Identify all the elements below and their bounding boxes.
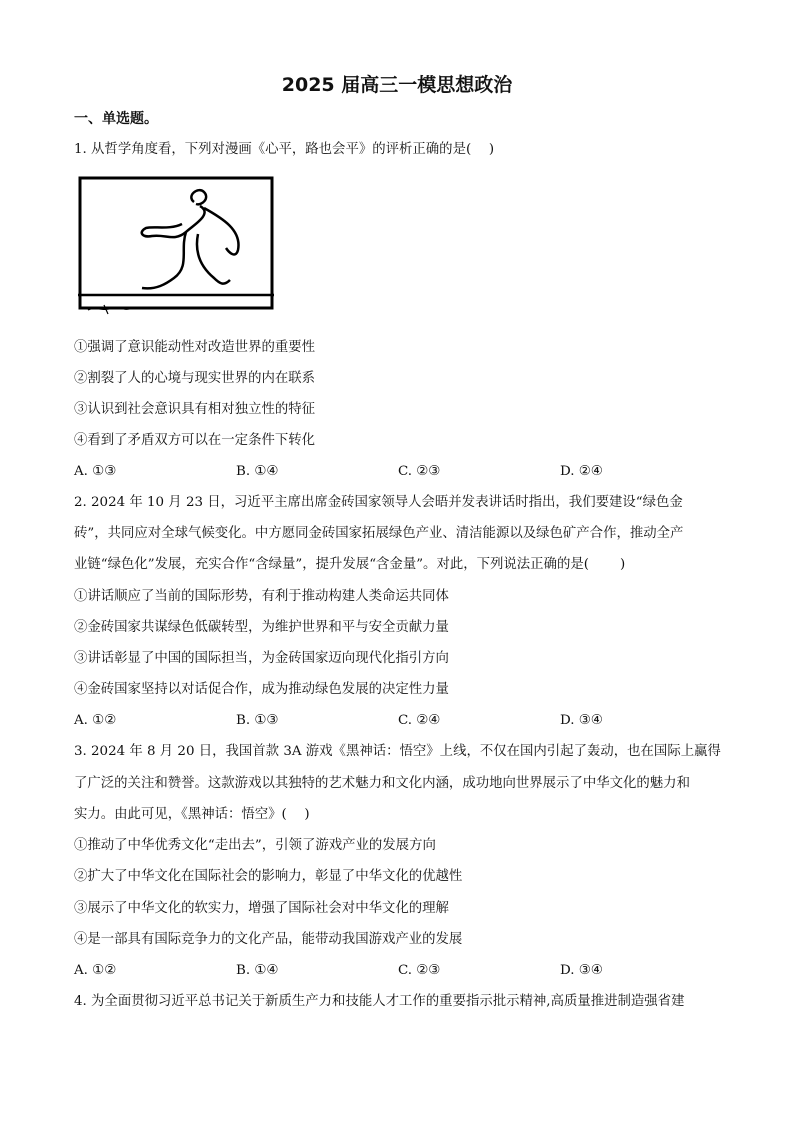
option-b[interactable]: B. ①④ [236, 464, 279, 479]
option-d[interactable]: D. ③④ [560, 963, 603, 978]
q3-item-3: ③展示了中华文化的软实力，增强了国际社会对中华文化的理解 [74, 901, 449, 916]
option-c[interactable]: C. ②③ [398, 464, 441, 479]
option-a[interactable]: A. ①② [74, 713, 117, 728]
q2-stem-line-3: 业链“绿色化”发展，充实合作“含绿量”，提升发展“含金量”。对此，下列说法正确的是( ) [74, 557, 626, 572]
option-c[interactable]: C. ②③ [398, 963, 441, 978]
q4-stem: 4. 为全面贯彻习近平总书记关于新质生产力和技能人才工作的重要指示批示精神,高质量推进制造强省建 [74, 994, 685, 1009]
option-b[interactable]: B. ①③ [236, 713, 279, 728]
q1-stem: 1. 从哲学角度看，下列对漫画《心平，路也会平》的评析正确的是( ) [74, 142, 495, 157]
option-d[interactable]: D. ②④ [560, 464, 603, 479]
q2-stem-line-1: 2. 2024 年 10 月 23 日，习近平主席出席金砖国家领导人会晤并发表讲话时指出，我们要建设“绿色金 [74, 495, 683, 510]
cartoon-image [74, 174, 279, 320]
q3-stem-line-3: 实力。由此可见，《黑神话：悟空》( ) [74, 807, 310, 822]
q2-item-1: ①讲话顺应了当前的国际形势，有利于推动构建人类命运共同体 [74, 589, 449, 604]
q3-stem-line-1: 3. 2024 年 8 月 20 日，我国首款 3A 游戏《黑神话：悟空》上线，不仅在国内引起了轰动，也在国际上赢得 [74, 744, 721, 759]
option-b[interactable]: B. ①④ [236, 963, 279, 978]
q3-item-1: ①推动了中华优秀文化“走出去”，引领了游戏产业的发展方向 [74, 838, 436, 853]
option-d[interactable]: D. ③④ [560, 713, 603, 728]
page-title: 2025 届高三一模思想政治 [281, 74, 513, 96]
q3-item-2: ②扩大了中华文化在国际社会的影响力，彰显了中华文化的优越性 [74, 869, 463, 884]
q2-stem-line-2: 砖”，共同应对全球气候变化。中方愿同金砖国家拓展绿色产业、清洁能源以及绿色矿产合作，推动全产 [74, 526, 684, 541]
q1-item-4: ④看到了矛盾双方可以在一定条件下转化 [74, 433, 316, 448]
q3-item-4: ④是一部具有国际竞争力的文化产品，能带动我国游戏产业的发展 [74, 932, 463, 947]
section-heading: 一、单选题。 [74, 111, 158, 127]
option-a[interactable]: A. ①② [74, 963, 117, 978]
option-c[interactable]: C. ②④ [398, 713, 441, 728]
q2-item-3: ③讲话彰显了中国的国际担当，为金砖国家迈向现代化指引方向 [74, 651, 449, 666]
q1-item-3: ③认识到社会意识具有相对独立性的特征 [74, 402, 316, 417]
q3-stem-line-2: 了广泛的关注和赞誉。这款游戏以其独特的艺术魅力和文化内涵，成功地向世界展示了中华文化的魅力和 [74, 776, 690, 791]
q2-item-2: ②金砖国家共谋绿色低碳转型，为维护世界和平与安全贡献力量 [74, 620, 449, 635]
q1-item-1: ①强调了意识能动性对改造世界的重要性 [74, 340, 316, 355]
q2-item-4: ④金砖国家坚持以对话促合作，成为推动绿色发展的决定性力量 [74, 682, 449, 697]
q1-item-2: ②割裂了人的心境与现实世界的内在联系 [74, 371, 316, 386]
option-a[interactable]: A. ①③ [74, 464, 117, 479]
